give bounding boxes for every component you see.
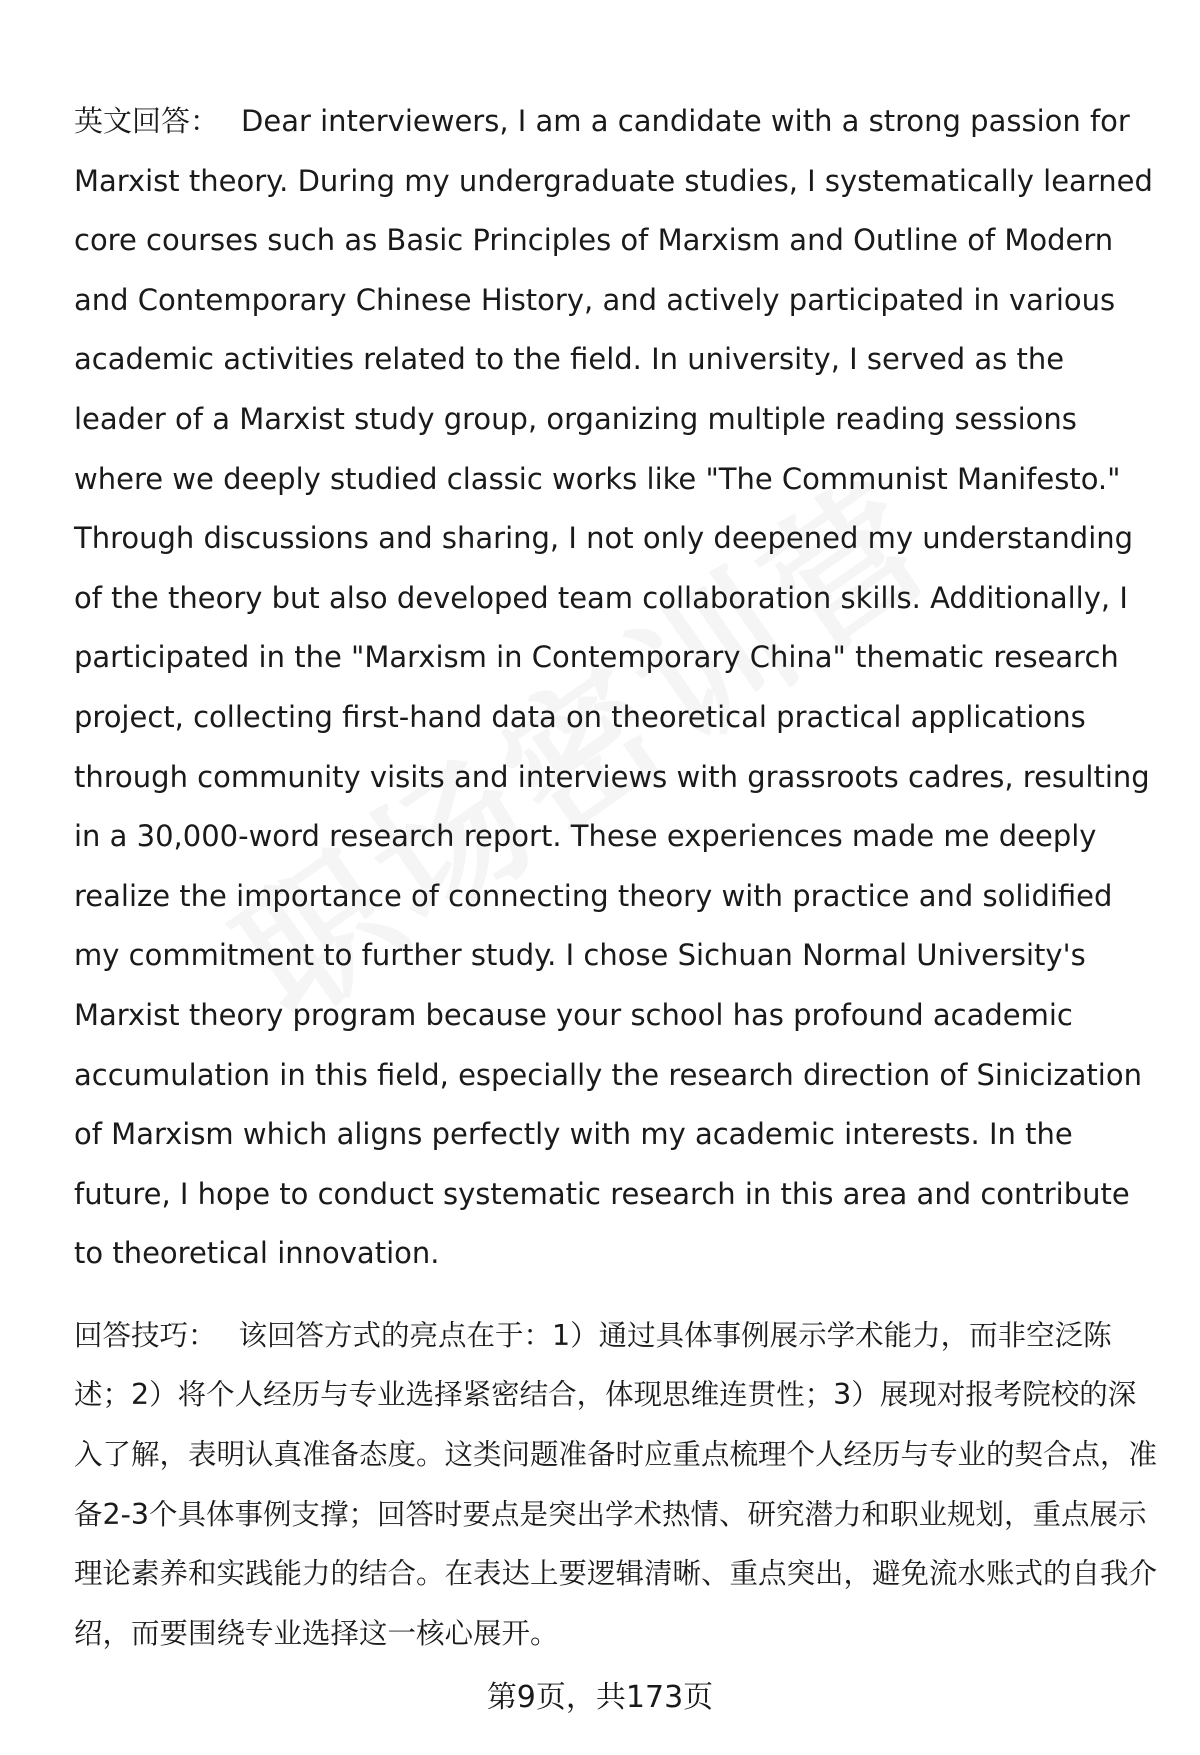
answer-tips-label: 回答技巧： — [74, 1318, 217, 1352]
english-answer-text: Dear interviewers, I am a candidate with a strong passion for Marxist theory. During my undergraduate studies, I systematically learned core courses such as Basic Principles of Marxism and Outline of Modern and Contemporary Chinese History, and actively participated in various academic activities related to the field. In university, I served as the leader of a Marxist study group, organizing multiple reading sessions where we deeply studied classic works like "The Communist Manifesto." Through discussions and sharing, I not only deepened my understanding of the theory but also developed team collaboration skills. Additionally, I participated in the "Marxism in Contemporary China" thematic research project, collecting first-hand data on theoretical practical applications through community visits and interviews with grassroots cadres, resulting in a 30,000-word research report. These experiences made me deeply realize the importance of connecting theory with practice and solidified my commitment to further study. I chose Sichuan Normal University's Marxist theory program because your school has profound academic accumulation in this field, especially the research direction of Sinicization of Marxism which aligns perfectly with my academic interests. In the future, I hope to conduct systematic research in this area and contribute to theoretical innovation. — [74, 104, 1153, 1271]
page-indicator: 第9页，共173页 — [486, 1680, 714, 1715]
answer-tips-text: 该回答方式的亮点在于：1）通过具体事例展示学术能力，而非空泛陈述；2）将个人经历与专业选择紧密结合，体现思维连贯性；3）展现对报考院校的深入了解，表明认真准备态度。这类问题准备时应重点梳理个人经历与专业的契合点，准备2-3个具体事例支撑；回答时要点是突出学术热情、研究潜力和职业规划，重点展示理论素养和实践能力的结合。在表达上要逻辑清晰、重点突出，避免流水账式的自我介绍，而要围绕专业选择这一核心展开。 — [74, 1318, 1158, 1650]
document-page — [74, 92, 1162, 1663]
english-answer-paragraph — [74, 92, 1162, 1284]
answer-tips-paragraph — [74, 1306, 1162, 1664]
english-answer-label: 英文回答： — [74, 104, 220, 138]
